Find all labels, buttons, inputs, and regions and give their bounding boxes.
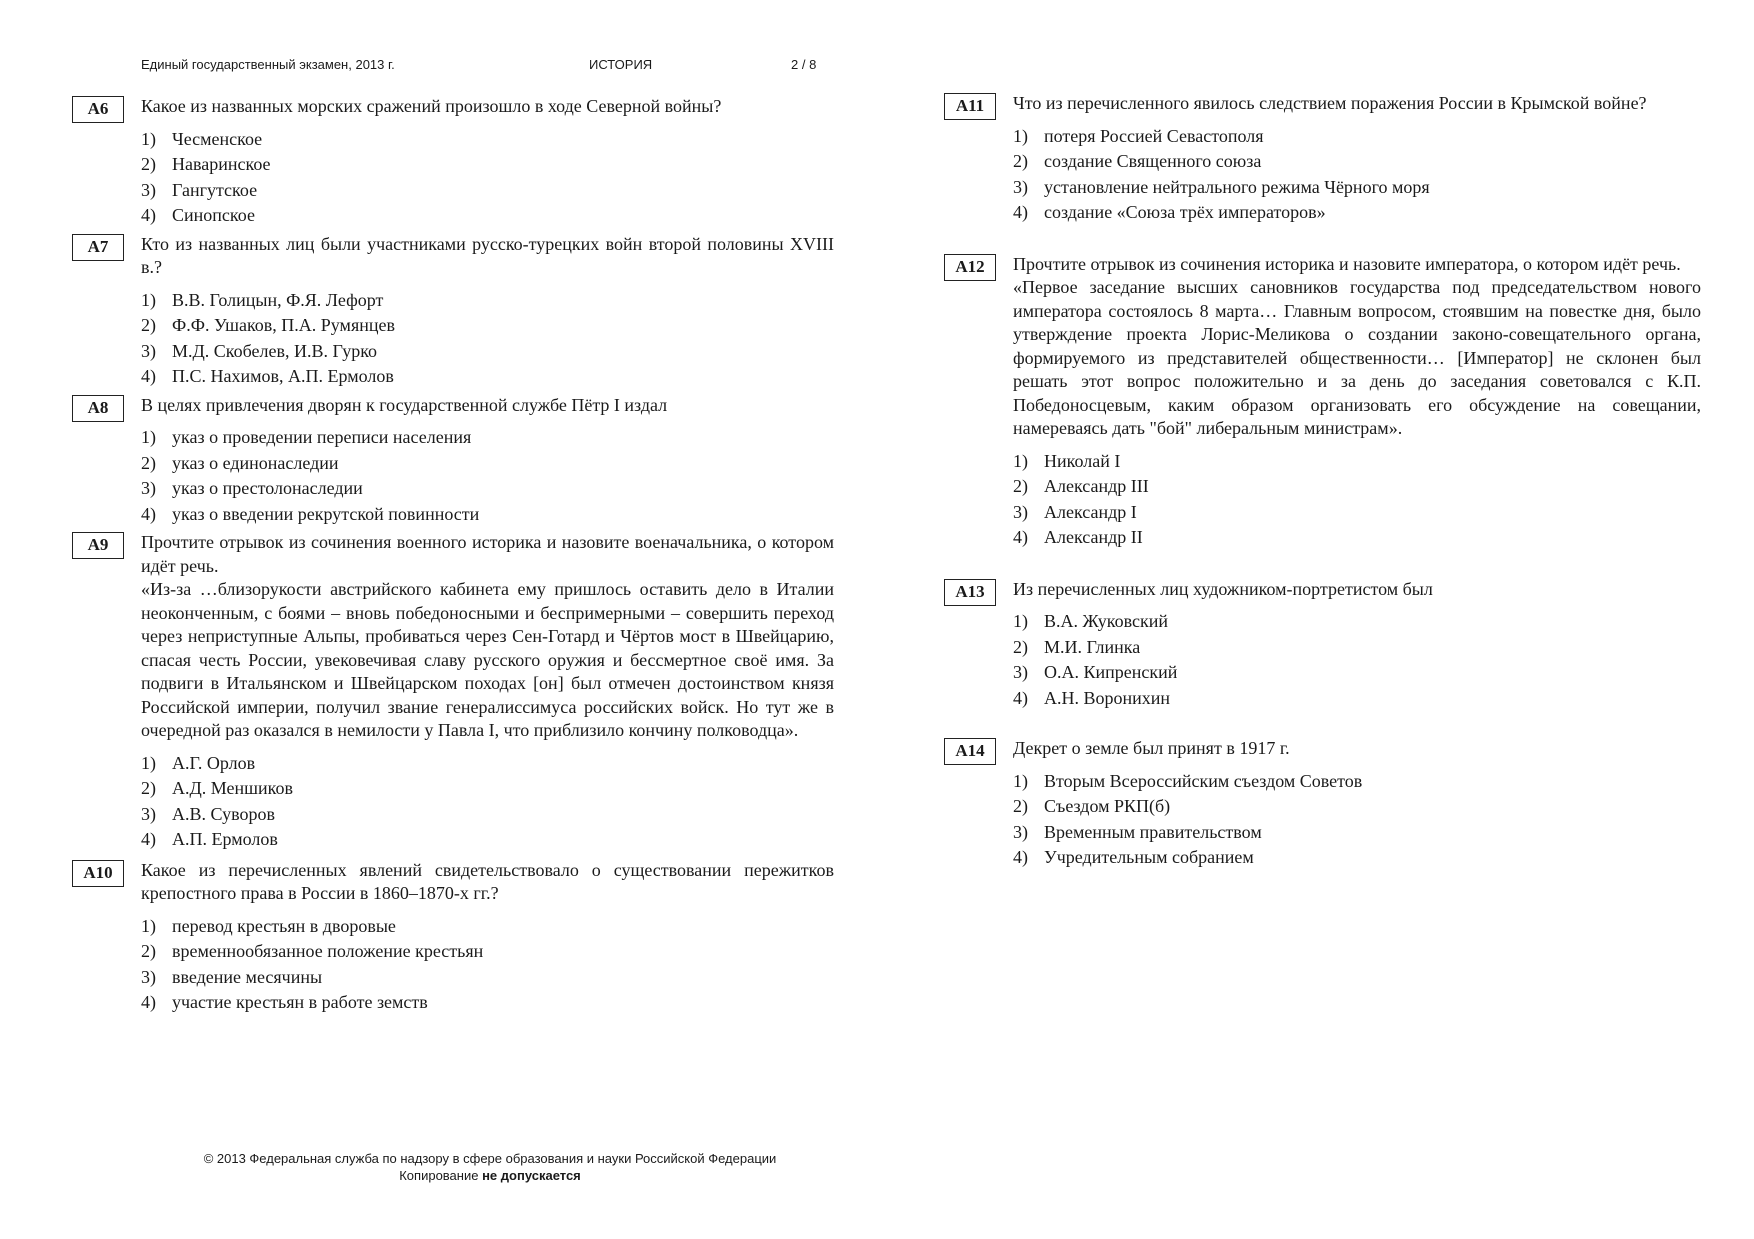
option-text: Учредительным собранием — [1044, 847, 1254, 867]
task-a8 — [72, 394, 834, 528]
option-number: 1) — [141, 128, 156, 149]
option-text: Ф.Ф. Ушаков, П.А. Румянцев — [172, 315, 395, 335]
answer-option[interactable] — [141, 127, 834, 153]
task-number-badge: A11 — [944, 93, 996, 120]
option-number: 3) — [141, 966, 156, 987]
option-number: 1) — [141, 427, 156, 447]
question-text: Какое из перечисленных явлений свидетельствовало о существовании пережитков крепостного права в России в 1860–1870-х гг.? — [141, 859, 834, 903]
option-text: О.А. Кипренский — [1044, 662, 1178, 682]
answer-option[interactable] — [141, 965, 834, 991]
option-number: 2) — [1013, 151, 1028, 171]
option-number: 4) — [141, 503, 156, 524]
option-text: А.Г. Орлов — [172, 752, 256, 773]
task-number-badge: A14 — [944, 738, 996, 765]
answer-option[interactable] — [141, 178, 834, 204]
quote-text: «Из-за …близорукости австрийского кабинета ему пришлось оставить дело в Италии неоконченным, с боями – вновь победоносными и беспримерными – совершить переход через неприступные Альпы, пробиваться через Сен-Готард и Чёртов мост в Швейцарию, спасая честь России, увековечивая славу русского оружия и бессмертное своё имя. За подвиги в Итальянском и Швейцарском походах [он] был отмечен достоинством князя Российской империи, получил звание генералиссимуса российских войск. Но тут же в очередной раз оказался в немилости у Павла I, что приблизило кончину полководца». — [141, 579, 834, 740]
answer-options — [1013, 769, 1701, 871]
option-number: 1) — [141, 289, 156, 310]
option-number: 2) — [1013, 476, 1028, 496]
option-text: Съездом РКП(б) — [1044, 796, 1171, 816]
footer-copyright: © 2013 Федеральная служба по надзору в сфере образования и науки Российской Федерации — [203, 1151, 777, 1166]
option-number: 4) — [1013, 527, 1028, 547]
option-text: указ о проведении переписи населения — [172, 427, 472, 447]
option-text: А.П. Ермолов — [172, 829, 278, 849]
answer-option[interactable] — [141, 776, 834, 802]
answer-option[interactable] — [1013, 794, 1701, 820]
option-number: 3) — [141, 179, 156, 200]
answer-options — [141, 425, 834, 527]
task-number-badge: A7 — [72, 234, 124, 261]
option-number: 3) — [141, 803, 156, 824]
option-text: Чесменское — [172, 128, 263, 149]
task-a12 — [944, 253, 1701, 551]
option-number: 1) — [141, 752, 156, 773]
option-text: Синопское — [172, 205, 255, 225]
question-text: Кто из названных лиц были участниками русско-турецких войн второй половины XVIII в.? — [141, 233, 834, 277]
task-number-badge: A8 — [72, 395, 124, 422]
header-exam: Единый государственный экзамен, 2013 г. — [141, 57, 395, 72]
answer-option[interactable] — [141, 425, 834, 451]
right-column — [944, 92, 1701, 871]
task-number-badge: A13 — [944, 579, 996, 606]
option-number: 3) — [1013, 501, 1028, 522]
footer-copy-restriction: не допускается — [482, 1168, 581, 1183]
option-text: участие крестьян в работе земств — [172, 992, 428, 1012]
answer-option[interactable] — [141, 751, 834, 777]
option-number: 3) — [1013, 176, 1028, 197]
option-text: указ о престолонаследии — [172, 478, 363, 498]
option-text: создание Священного союза — [1044, 151, 1262, 171]
answer-option[interactable] — [1013, 175, 1701, 201]
option-text: введение месячины — [172, 966, 323, 987]
option-text: П.С. Нахимов, А.П. Ермолов — [172, 366, 394, 386]
option-number: 4) — [141, 992, 156, 1012]
task-a9 — [72, 531, 834, 853]
option-number: 4) — [141, 829, 156, 849]
option-text: указ о единонаследии — [172, 452, 339, 473]
option-number: 2) — [141, 154, 156, 174]
answer-option[interactable] — [1013, 124, 1701, 150]
answer-option[interactable] — [1013, 149, 1701, 175]
footer-copy-notice — [150, 1167, 830, 1184]
answer-option[interactable] — [1013, 845, 1701, 871]
task-a10 — [72, 859, 834, 1016]
question-text: В целях привлечения дворян к государственной службе Пётр I издал — [141, 394, 668, 415]
task-a7 — [72, 233, 834, 390]
answer-option[interactable] — [141, 313, 834, 339]
quote-text: «Первое заседание высших сановников государства под председательством нового императора состоялось 8 марта… Главным вопросом, стоявшим на повестке дня, было утверждение проекта Лорис-Меликова о создании законо-совещательного органа, формируемого из представителей общественности… [Император] не склонен был решать этот вопрос положительно и за день до заседания советовался с К.П. Победоносцевым, каким образом организовать его обсуждение на совещании, намереваясь дать "бой" либеральным министрам». — [1013, 277, 1701, 438]
option-number: 1) — [1013, 125, 1028, 146]
option-text: В.В. Голицын, Ф.Я. Лефорт — [172, 289, 384, 310]
answer-options — [1013, 124, 1701, 226]
answer-option[interactable] — [1013, 820, 1701, 846]
answer-option[interactable] — [141, 476, 834, 502]
option-number: 2) — [141, 778, 156, 798]
option-number: 4) — [1013, 847, 1028, 867]
task-a14 — [944, 737, 1701, 871]
answer-option[interactable] — [1013, 609, 1701, 635]
left-column — [72, 95, 834, 1016]
task-number-badge: A9 — [72, 532, 124, 559]
answer-option[interactable] — [141, 152, 834, 178]
answer-option[interactable] — [141, 203, 834, 229]
option-text: М.Д. Скобелев, И.В. Гурко — [172, 340, 378, 361]
answer-option[interactable] — [1013, 500, 1701, 526]
option-text: Николай I — [1044, 450, 1121, 471]
option-number: 2) — [141, 315, 156, 335]
option-text: указ о введении рекрутской повинности — [172, 503, 480, 524]
question-text: Какое из названных морских сражений произошло в ходе Северной войны? — [141, 96, 722, 116]
question-text: Прочтите отрывок из сочинения военного историка и назовите военачальника, о котором идёт речь. — [141, 532, 834, 576]
answer-option[interactable] — [1013, 635, 1701, 661]
option-number: 4) — [141, 366, 156, 386]
answer-option[interactable] — [1013, 525, 1701, 551]
answer-option[interactable] — [1013, 449, 1701, 475]
footer-copy-label: Копирование — [399, 1168, 483, 1183]
header-subject: ИСТОРИЯ — [589, 57, 653, 72]
option-text: В.А. Жуковский — [1044, 611, 1168, 631]
option-text: Александр II — [1044, 527, 1143, 547]
answer-options — [1013, 609, 1701, 711]
task-number-badge: A6 — [72, 96, 124, 123]
option-number: 2) — [141, 452, 156, 473]
answer-option[interactable] — [1013, 474, 1701, 500]
option-text: Александр I — [1044, 501, 1137, 522]
option-number: 2) — [141, 941, 156, 961]
option-text: А.Д. Меншиков — [172, 778, 293, 798]
question-text: Прочтите отрывок из сочинения историка и назовите императора, о котором идёт речь. — [1013, 253, 1681, 274]
option-number: 4) — [141, 205, 156, 225]
answer-option[interactable] — [1013, 660, 1701, 686]
answer-option[interactable] — [141, 364, 834, 390]
option-number: 3) — [141, 478, 156, 498]
option-text: потеря Россией Севастополя — [1044, 125, 1264, 146]
option-text: Гангутское — [172, 179, 258, 200]
option-number: 3) — [1013, 821, 1028, 842]
option-number: 3) — [141, 340, 156, 361]
task-a11 — [944, 92, 1701, 226]
option-number: 1) — [1013, 611, 1028, 631]
option-text: Наваринское — [172, 154, 271, 174]
task-a6 — [72, 95, 834, 229]
header-page-number: 2 / 8 — [791, 57, 817, 72]
option-number: 1) — [1013, 450, 1028, 471]
option-number: 2) — [1013, 636, 1028, 657]
answer-option[interactable] — [1013, 769, 1701, 795]
option-text: установление нейтрального режима Чёрного моря — [1044, 176, 1430, 197]
answer-option[interactable] — [1013, 200, 1701, 226]
answer-options — [141, 288, 834, 390]
option-number: 2) — [1013, 796, 1028, 816]
option-text: Александр III — [1044, 476, 1149, 496]
answer-option[interactable] — [141, 451, 834, 477]
task-number-badge: A12 — [944, 254, 996, 281]
option-text: М.И. Глинка — [1044, 636, 1141, 657]
answer-option[interactable] — [141, 502, 834, 528]
option-number: 4) — [1013, 202, 1028, 222]
option-text: Вторым Всероссийским съездом Советов — [1044, 770, 1363, 791]
option-text: перевод крестьян в дворовые — [172, 915, 396, 936]
option-number: 1) — [1013, 770, 1028, 791]
answer-options — [141, 127, 834, 229]
task-a13 — [944, 578, 1701, 712]
question-text: Декрет о земле был принят в 1917 г. — [1013, 738, 1290, 758]
answer-options — [141, 914, 834, 1016]
option-text: Временным правительством — [1044, 821, 1262, 842]
answer-option[interactable] — [141, 939, 834, 965]
answer-option[interactable] — [141, 802, 834, 828]
answer-option[interactable] — [141, 990, 834, 1016]
option-number: 4) — [1013, 687, 1028, 708]
answer-option[interactable] — [141, 914, 834, 940]
option-text: создание «Союза трёх императоров» — [1044, 202, 1326, 222]
option-number: 1) — [141, 915, 156, 936]
option-text: временнообязанное положение крестьян — [172, 941, 484, 961]
footer — [150, 1150, 830, 1184]
answer-options — [1013, 449, 1701, 551]
option-text: А.В. Суворов — [172, 803, 275, 824]
answer-options — [141, 751, 834, 853]
answer-option[interactable] — [1013, 686, 1701, 712]
question-text: Что из перечисленного явилось следствием поражения России в Крымской войне? — [1013, 93, 1647, 113]
option-number: 3) — [1013, 662, 1028, 682]
question-text: Из перечисленных лиц художником-портретистом был — [1013, 578, 1433, 599]
answer-option[interactable] — [141, 827, 834, 853]
answer-option[interactable] — [141, 339, 834, 365]
option-text: А.Н. Воронихин — [1044, 687, 1171, 708]
answer-option[interactable] — [141, 288, 834, 314]
task-number-badge: A10 — [72, 860, 124, 887]
